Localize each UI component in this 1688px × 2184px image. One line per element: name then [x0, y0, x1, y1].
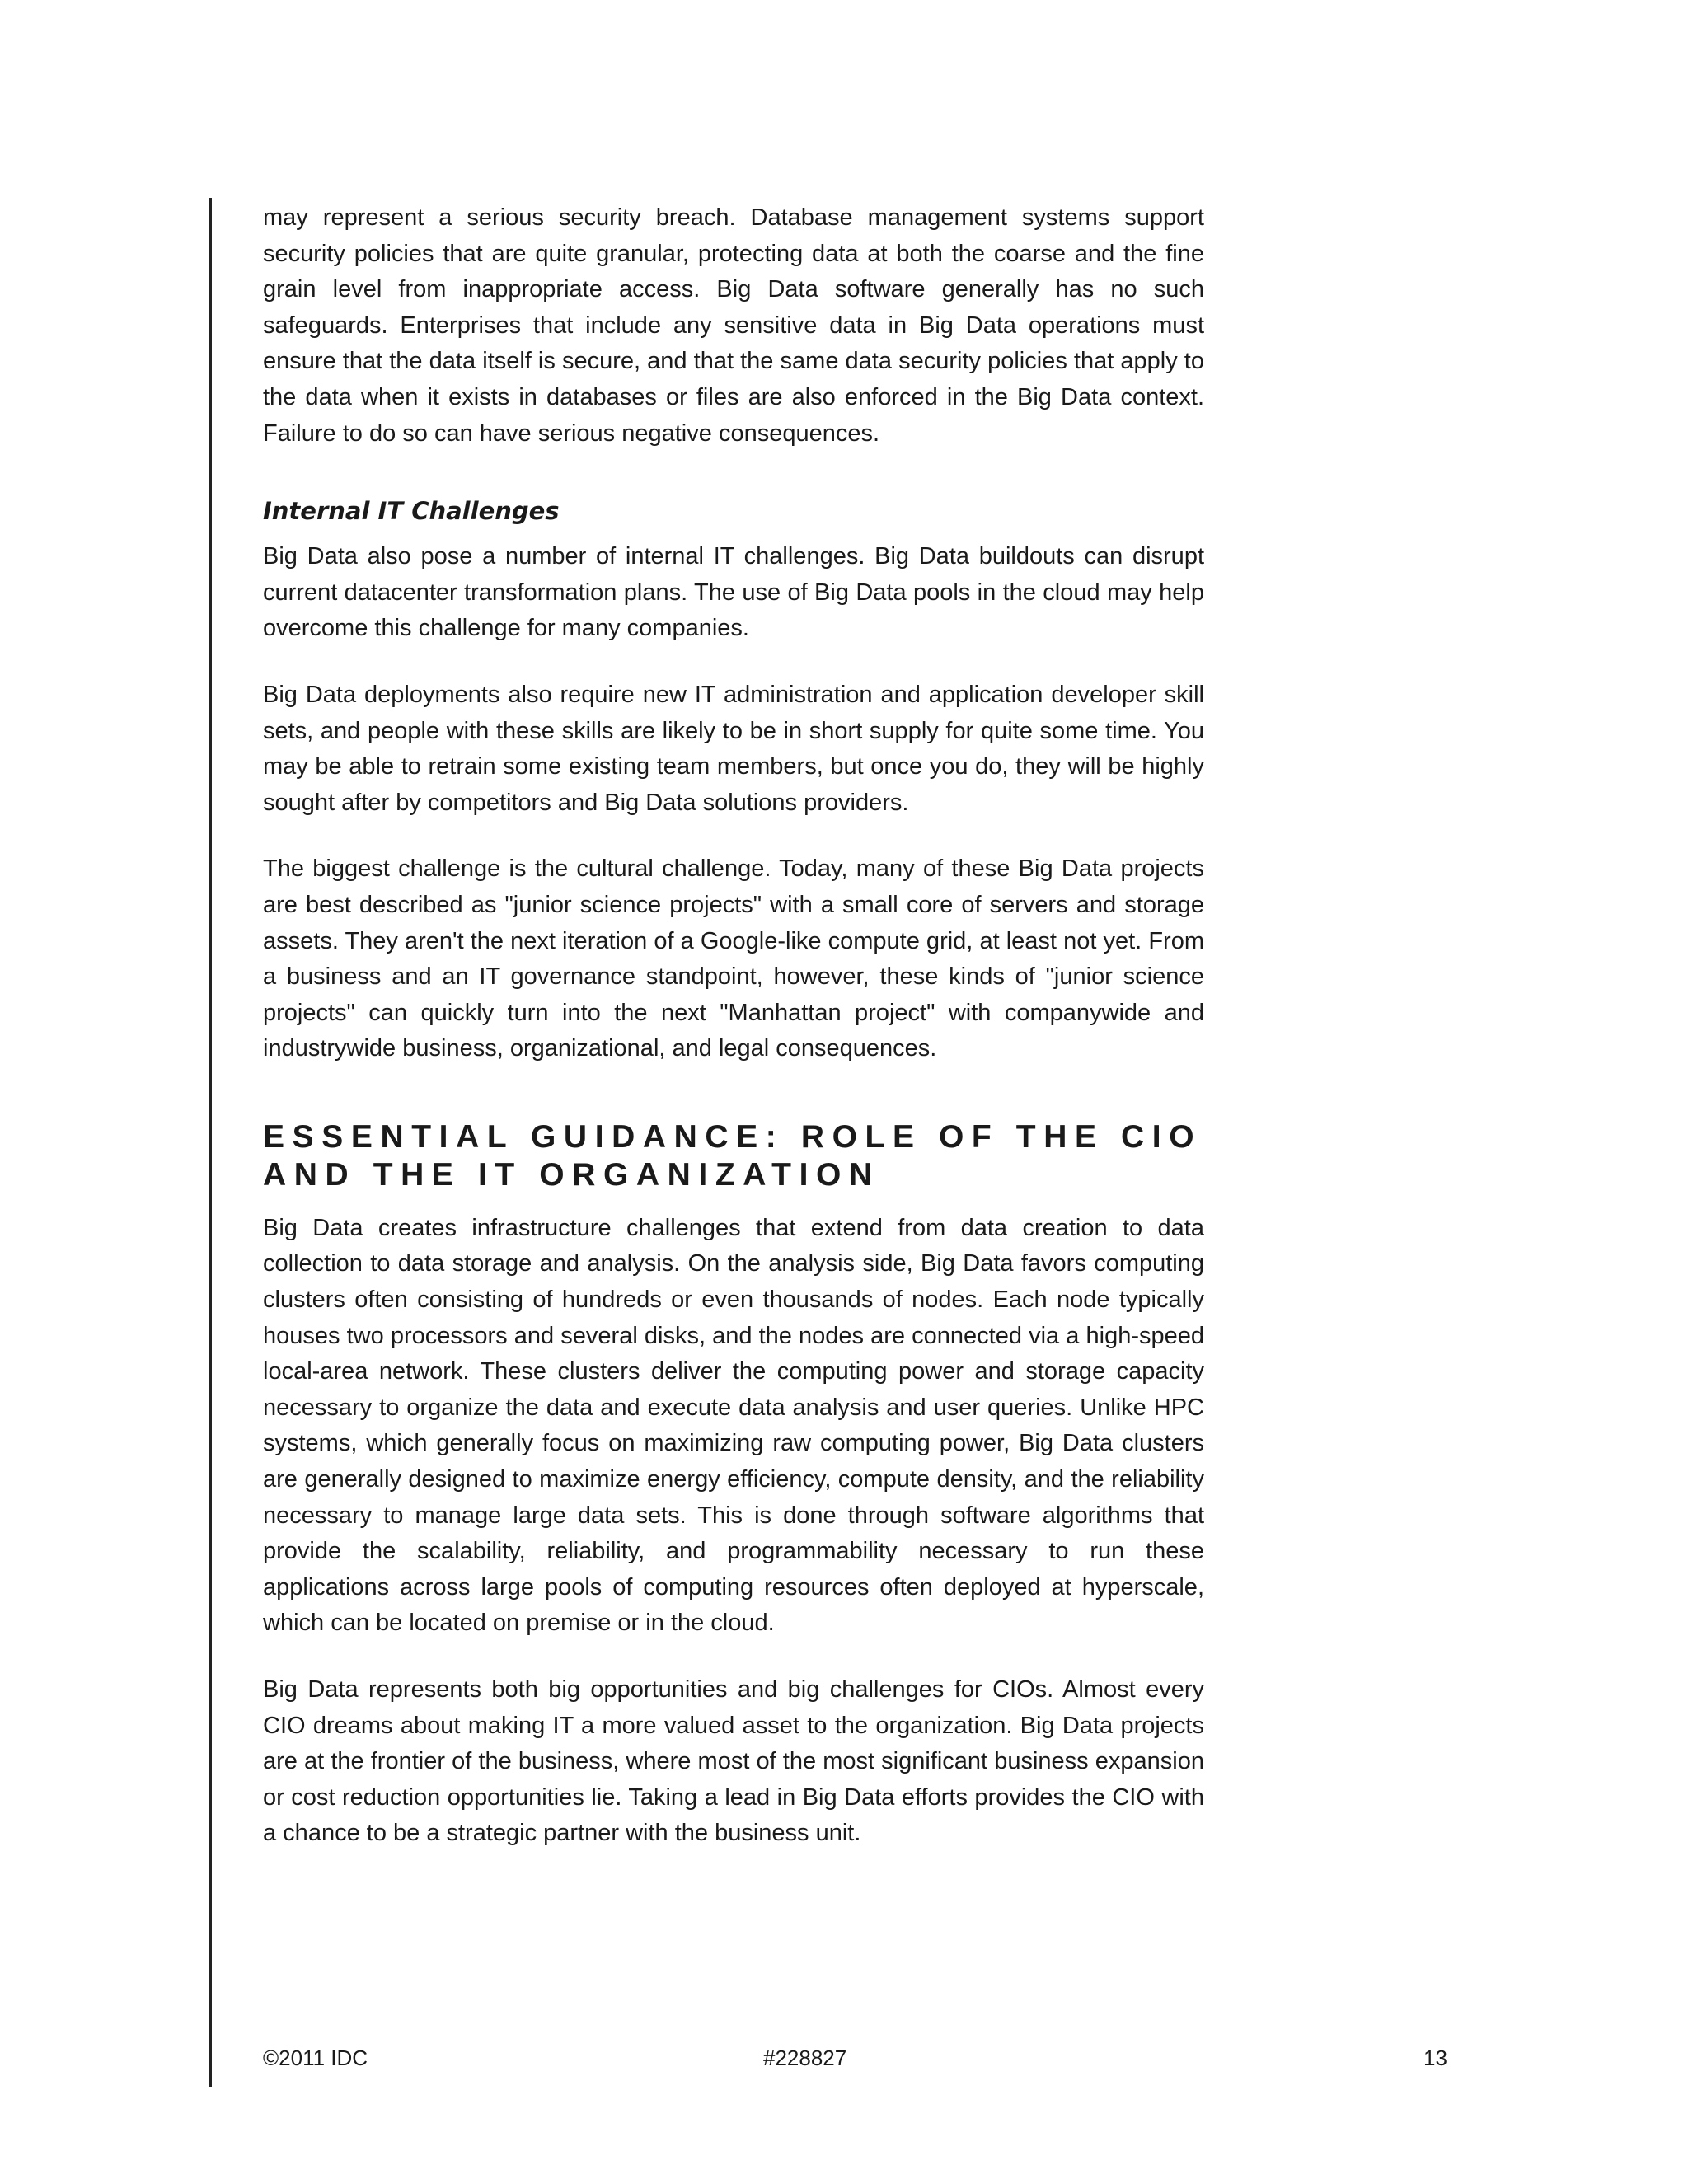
page-footer	[0, 2041, 1688, 2074]
document-body	[263, 200, 1204, 1852]
section-heading-line-1: ESSENTIAL GUIDANCE: ROLE OF THE CIO	[263, 1118, 1203, 1155]
body-paragraph: The biggest challenge is the cultural challenge. Today, many of these Big Data projects are best described as "junior science projects" with a small core of servers and storage assets. They aren't the next iteration of a Google-like compute grid, at least not yet. From a business and an IT governance standpoint, however, these kinds of "junior science projects" can quickly turn into the next "Manhattan project" with companywide and industrywide business, organizational, and legal consequences.	[263, 855, 1204, 1062]
section-heading	[263, 1118, 1204, 1194]
body-paragraph: Big Data deployments also require new IT administration and application developer skill sets, and people with these skills are likely to be in short supply for quite some time. You may be able to retrain some existing team members, but once you do, they will be highly sought after by competitors and Big Data solutions providers.	[263, 681, 1204, 816]
subsection-heading: Internal IT Challenges	[263, 497, 560, 526]
body-paragraph: may represent a serious security breach. Database management systems support security policies that are quite granular, protecting data at both the coarse and the fine grain level from inappropriate access. Big Data software generally has no such safeguards. Enterprises that include any sensitive data in Big Data operations must ensure that the data itself is secure, and that the same data security policies that apply to the data when it exists in databases or files are also enforced in the Big Data context. Failure to do so can have serious negative consequences.	[263, 204, 1204, 447]
body-paragraph: Big Data represents both big opportunities and big challenges for CIOs. Almost every CIO dreams about making IT a more valued asset to the organization. Big Data projects are at the frontier of the business, where most of the most significant business expansion or cost reduction opportunities lie. Taking a lead in Big Data efforts provides the CIO with a chance to be a strategic partner with the business unit.	[263, 1676, 1204, 1847]
footer-doc-number: #228827	[763, 2046, 847, 2070]
body-paragraph: Big Data creates infrastructure challenges that extend from data creation to data collection to data storage and analysis. On the analysis side, Big Data favors computing clusters often consisting of hundreds or even thousands of nodes. Each node typically houses two processors and several disks, and the nodes are connected via a high-speed local-area network. These clusters deliver the computing power and storage capacity necessary to organize the data and execute data analysis and user queries. Unlike HPC systems, which generally focus on maximizing raw computing power, Big Data clusters are generally designed to maximize energy efficiency, compute density, and the reliability necessary to manage large data sets. This is done through software algorithms that provide the scalability, reliability, and programmability necessary to run these applications across large pools of computing resources often deployed at hyperscale, which can be located on premise or in the cloud.	[263, 1214, 1204, 1637]
body-paragraph: Big Data also pose a number of internal IT challenges. Big Data buildouts can disrupt current datacenter transformation plans. The use of Big Data pools in the cloud may help overcome this challenge for many companies.	[263, 543, 1204, 642]
section-heading-line-2: AND THE IT ORGANIZATION	[263, 1156, 880, 1193]
footer-copyright: ©2011 IDC	[263, 2046, 368, 2070]
footer-page-number: 13	[1423, 2046, 1447, 2070]
left-margin-rule	[209, 198, 212, 2087]
